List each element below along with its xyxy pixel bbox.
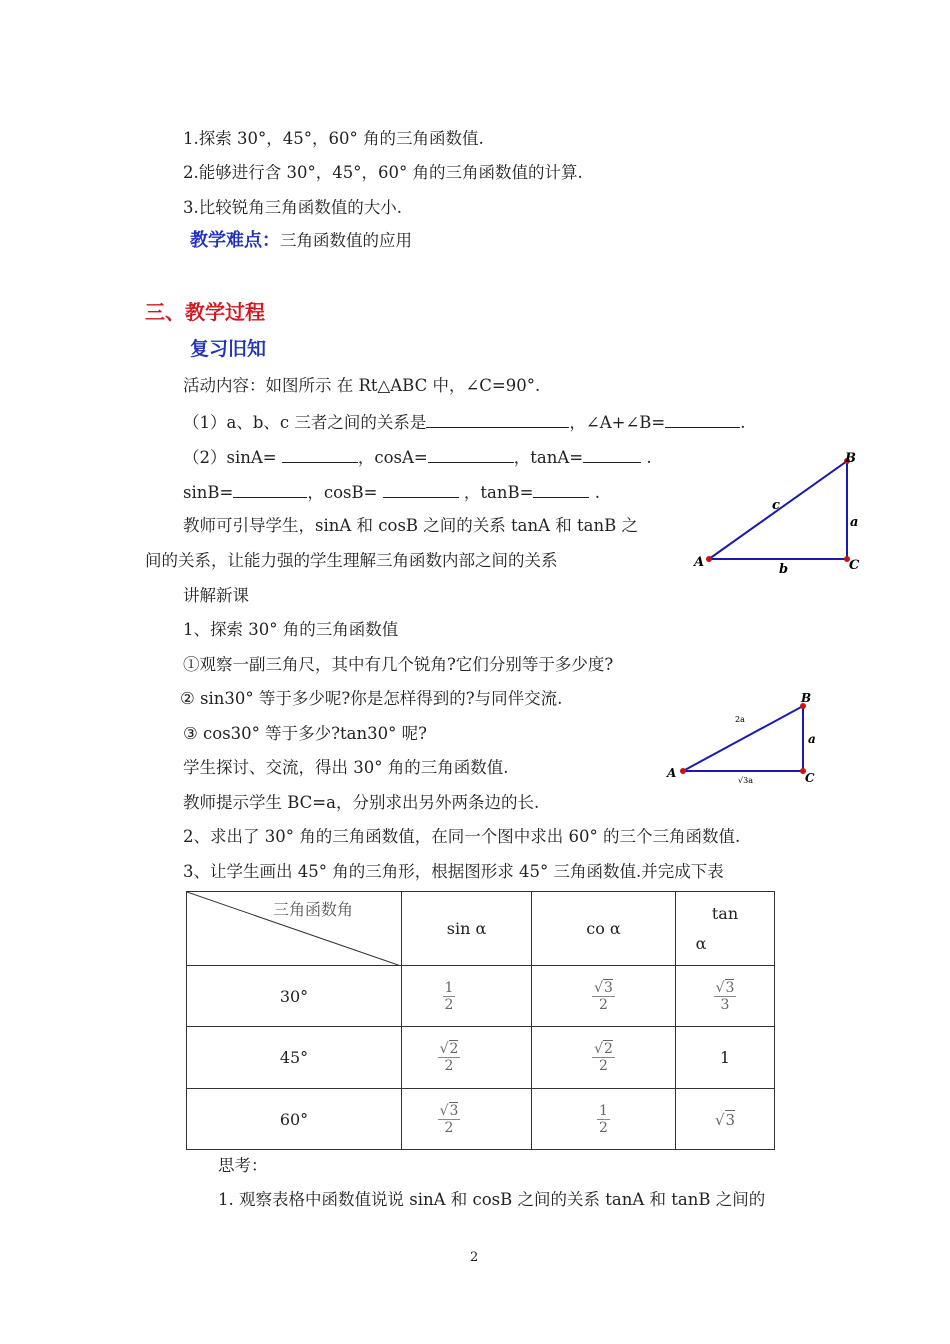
- table-row: [187, 1027, 775, 1089]
- q2-blank-sina[interactable]: [282, 446, 358, 463]
- step-2-text: ② sin30° 等于多少呢?你是怎样得到的?与同伴交流.: [180, 689, 563, 708]
- cos-60-cell: [532, 1089, 676, 1150]
- step-45-text: 3、让学生画出 45° 角的三角形，根据图形求 45° 三角函数值.并完成下表: [183, 862, 724, 881]
- header-sin-text: sin α: [446, 919, 487, 938]
- angle-cell: [187, 1089, 402, 1150]
- vertex-c-label: C: [849, 558, 860, 573]
- side-b-label: b: [779, 562, 789, 577]
- q3-blank-sinb[interactable]: [233, 481, 307, 498]
- side-a2-label: a: [808, 732, 816, 746]
- header-tan-text-2: α: [695, 933, 707, 953]
- q2-text-b: ，cosA=: [357, 448, 428, 467]
- cos-60-fraction: $\frac{1}{2}$: [599, 1102, 608, 1136]
- vertex-a2-label: A: [667, 766, 677, 780]
- tan-45-value: 1: [719, 1048, 731, 1067]
- section-title: 三、教学过程: [145, 300, 265, 324]
- header-cos: [532, 892, 676, 966]
- subsection-title: 复习旧知: [190, 338, 267, 360]
- angle-60: 60°: [279, 1109, 309, 1129]
- q3-text-b: ，cosB=: [307, 483, 378, 502]
- table-header-row: [187, 892, 775, 966]
- step-60-text: 2、求出了 30° 角的三角函数值，在同一个图中求出 60° 的三个三角函数值.: [183, 827, 741, 846]
- q2-text-d: .: [646, 448, 652, 467]
- cos-30-cell: [532, 966, 676, 1027]
- table-row: [187, 966, 775, 1027]
- sin-60-cell: [402, 1089, 532, 1150]
- header-tan: [676, 892, 775, 966]
- vertex-c2-label: C: [805, 771, 815, 785]
- side-base-label: √3a: [738, 776, 753, 785]
- discuss-text: 学生探讨、交流，得出 30° 角的三角函数值.: [183, 758, 509, 777]
- step-3-text: ③ cos30° 等于多少?tan30° 呢?: [183, 724, 427, 743]
- side-c-label: c: [772, 498, 780, 513]
- q1-text-b: ，∠A+∠B=: [569, 413, 666, 432]
- page-number: 2: [470, 1250, 479, 1265]
- objective-3: 3.比较锐角三角函数值的大小.: [183, 198, 402, 217]
- angle-45: 45°: [279, 1048, 309, 1067]
- q1-text-c: .: [740, 413, 746, 432]
- explore-30-heading: 1、探索 30° 角的三角函数值: [183, 620, 399, 639]
- q2-blank-tana[interactable]: [583, 446, 641, 463]
- q2-text-c: ，tanA=: [513, 448, 584, 467]
- sin-30-cell: [402, 966, 532, 1027]
- think-label: 思考：: [218, 1156, 268, 1175]
- angle-30: 30°: [279, 986, 309, 1006]
- q2-blank-cosa[interactable]: [428, 446, 514, 463]
- tan-30-cell: [676, 966, 775, 1027]
- tan-60-value: √3: [714, 1110, 736, 1129]
- triangle-figure-30deg: [660, 686, 840, 788]
- header-sin: [402, 892, 532, 966]
- q3-text-d: .: [594, 483, 600, 502]
- header-tan-text-1: tan: [711, 903, 739, 923]
- tan-30-fraction: $\frac{√3}{3}$: [715, 979, 735, 1013]
- tan-45-cell: [676, 1027, 775, 1089]
- activity-text: 活动内容：如图所示 在 Rt△ABC 中，∠C=90°.: [183, 376, 541, 395]
- hint-text: 教师提示学生 BC=a，分别求出另外两条边的长.: [183, 793, 540, 812]
- difficulty-line: [190, 231, 412, 251]
- triangle-figure-abc: [690, 448, 870, 578]
- tan-60-cell: [676, 1089, 775, 1150]
- side-a-label: a: [850, 515, 859, 530]
- q1-blank-1[interactable]: [426, 411, 569, 428]
- question-2: [183, 446, 652, 468]
- cos-30-fraction: $\frac{√3}{2}$: [594, 979, 613, 1013]
- q2-text-a: （2）sinA=: [183, 448, 277, 467]
- corner-label: 三角函数角: [273, 900, 354, 919]
- q3-text-a: sinB=: [183, 483, 234, 502]
- vertex-b2-label: B: [801, 691, 812, 705]
- q3-blank-tanb[interactable]: [533, 481, 589, 498]
- angle-cell: [187, 966, 402, 1027]
- table-row: [187, 1089, 775, 1150]
- sin-30-fraction: $\frac{1}{2}$: [444, 979, 454, 1013]
- vertex-a-dot: [706, 556, 712, 562]
- difficulty-label: 教学难点：: [190, 230, 280, 251]
- guide-text-2: 间的关系，让能力强的学生理解三角函数内部之间的关系: [145, 551, 558, 570]
- sin-45-fraction: $\frac{√2}{2}$: [439, 1041, 459, 1074]
- cos-45-cell: [532, 1027, 676, 1089]
- side-hyp-label: 2a: [735, 715, 745, 724]
- new-lesson-heading: 讲解新课: [183, 586, 249, 605]
- q1-blank-2[interactable]: [665, 411, 740, 428]
- angle-cell: [187, 1027, 402, 1089]
- sin-45-cell: [402, 1027, 532, 1089]
- vertex-b-label: B: [845, 451, 856, 466]
- step-1-text: ①观察一副三角尺，其中有几个锐角?它们分别等于多少度?: [183, 655, 614, 674]
- q3-blank-cosb[interactable]: [383, 481, 459, 498]
- q1-text-a: （1）a、b、c 三者之间的关系是: [183, 413, 427, 432]
- guide-text-1: 教师可引导学生，sinA 和 cosB 之间的关系 tanA 和 tanB 之: [183, 516, 638, 535]
- vertex-a-label: A: [694, 555, 705, 570]
- q3-text-c: ，tanB=: [463, 483, 534, 502]
- think-question-1: 1. 观察表格中函数值说说 sinA 和 cosB 之间的关系 tanA 和 tanB 之间的: [218, 1190, 766, 1209]
- table-corner-cell: [187, 892, 402, 966]
- vertex-a2-dot: [680, 768, 686, 774]
- objective-2: 2.能够进行含 30°，45°，60° 角的三角函数值的计算.: [183, 163, 583, 182]
- difficulty-text: 三角函数值的应用: [280, 231, 412, 250]
- trig-values-table: [186, 891, 775, 1150]
- header-cos-text: co α: [586, 919, 621, 938]
- question-3: [183, 481, 600, 503]
- objective-1: 1.探索 30°，45°，60° 角的三角函数值.: [183, 129, 484, 148]
- question-1: [183, 411, 745, 433]
- cos-45-fraction: $\frac{√2}{2}$: [594, 1041, 613, 1074]
- sin-60-fraction: $\frac{√3}{2}$: [439, 1102, 459, 1136]
